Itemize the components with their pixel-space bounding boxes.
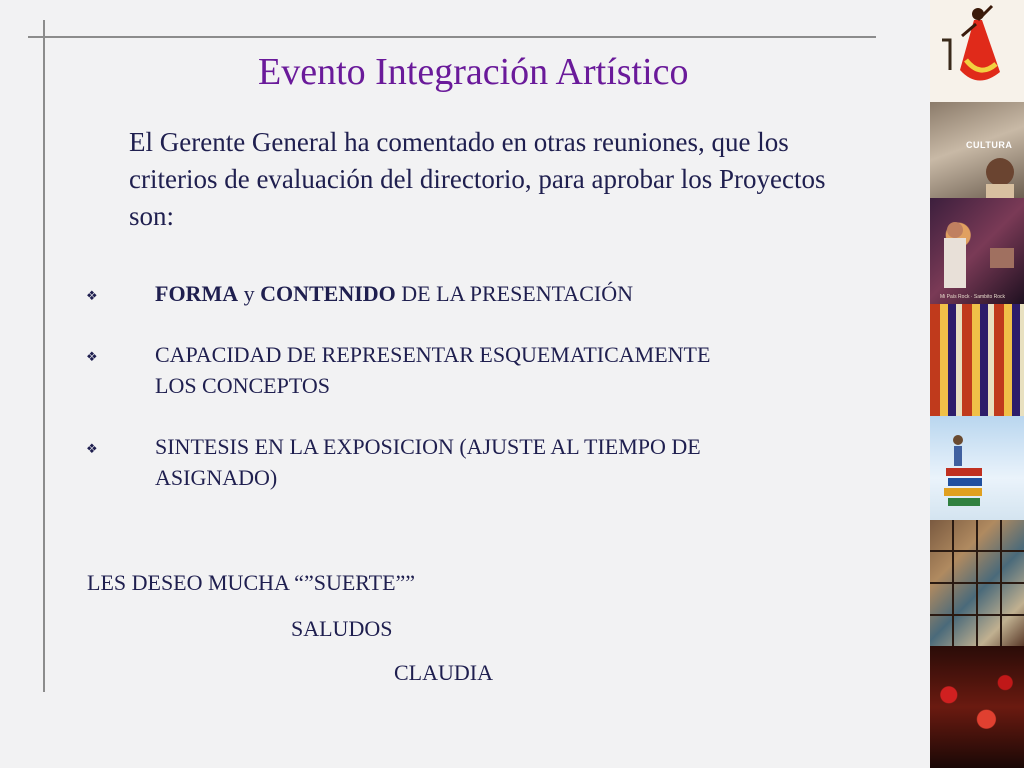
horizontal-rule	[28, 36, 876, 38]
closing-wish: LES DESEO MUCHA “”SUERTE””	[87, 570, 416, 595]
diamond-bullet-icon: ❖	[86, 441, 98, 456]
books-reader-image	[930, 416, 1024, 520]
bullet-text: y	[238, 281, 261, 306]
musician-image	[930, 198, 1024, 304]
criteria-list	[86, 278, 826, 493]
bullet-text: LOS CONCEPTOS	[155, 373, 331, 398]
dance-performance-image	[930, 646, 1024, 768]
closing-greeting: SALUDOS	[291, 616, 393, 641]
diamond-bullet-icon: ❖	[86, 349, 98, 364]
closing-signature: CLAUDIA	[394, 660, 493, 685]
vertical-rule	[43, 20, 45, 692]
cultura-label: CULTURA	[966, 140, 1013, 150]
bullet-text: DE LA PRESENTACIÓN	[395, 281, 633, 306]
bullet-bold-text: CONTENIDO	[260, 281, 396, 306]
list-item	[86, 339, 826, 401]
bullet-text: SINTESIS EN LA EXPOSICION (AJUSTE AL TIEMPO DE	[155, 434, 701, 459]
flamenco-dancer-image	[930, 0, 1024, 102]
indigenous-art-image	[930, 304, 1024, 416]
photo-caption: Mi País Rock · Sambito Rock	[940, 294, 1006, 300]
list-item	[86, 431, 826, 493]
intro-paragraph: El Gerente General ha comentado en otras reuniones, que los criterios de evaluación del directorio, para aprobar los Proyectos son:	[129, 127, 826, 231]
diamond-bullet-icon: ❖	[86, 288, 98, 303]
list-item	[86, 278, 826, 309]
slide-title: Evento Integración Artístico	[258, 51, 689, 93]
culture-photo-image	[930, 102, 1024, 198]
photo-strip	[930, 0, 1024, 768]
bullet-text: ASIGNADO)	[155, 465, 278, 490]
bullet-bold-text: FORMA	[155, 281, 239, 306]
bullet-text: CAPACIDAD DE REPRESENTAR ESQUEMATICAMENTE	[155, 342, 711, 367]
photo-collage-image	[930, 520, 1024, 646]
